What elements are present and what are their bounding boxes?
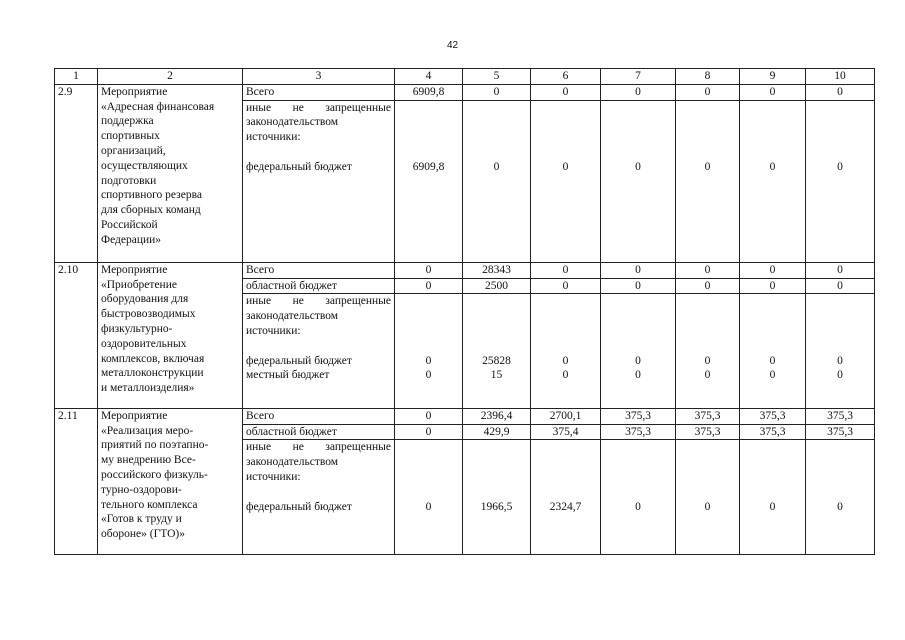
value-cell: 0: [463, 100, 531, 262]
header-cell: 1: [55, 69, 98, 85]
value-cell: 0: [531, 262, 601, 278]
title-line: комплексов, включая: [101, 352, 205, 365]
header-cell: 9: [740, 69, 806, 85]
source-total: Всего: [243, 84, 395, 100]
value-cell: 0: [740, 278, 806, 294]
value-cell: 0: [676, 440, 740, 554]
value-cell: 0: [463, 84, 531, 100]
measure-2-9: [55, 84, 875, 262]
value-cell: 0 0: [395, 294, 463, 408]
value-cell: 375,3: [676, 408, 740, 424]
title-line: Российской: [101, 218, 158, 231]
source-breakdown: [243, 294, 395, 408]
source-breakdown: [243, 440, 395, 554]
title-line: быстровозводимых: [101, 308, 196, 321]
title-line: поддержка: [101, 115, 154, 128]
header-cell: 8: [676, 69, 740, 85]
value-cell: 0 0: [676, 294, 740, 408]
title-line: турно-оздорови-: [101, 483, 182, 496]
value-cell: 0 0: [531, 294, 601, 408]
source-line: источники:: [246, 470, 301, 483]
title-line: «Приобретение: [101, 278, 177, 291]
title-line: «Адресная финансовая: [101, 100, 215, 113]
measure-2-10: [55, 262, 875, 408]
value-cell: 0: [676, 84, 740, 100]
source-line: источники:: [246, 324, 301, 337]
table-row: [55, 408, 875, 424]
source-line: законодательством: [246, 456, 339, 469]
value-cell: 0: [676, 262, 740, 278]
source-local: местный бюджет: [246, 369, 330, 382]
source-federal: федеральный бюджет: [246, 160, 352, 173]
title-line: Мероприятие: [101, 263, 168, 276]
title-line: подготовки: [101, 174, 157, 187]
source-line: источники:: [246, 131, 301, 144]
source-line: законодательством: [246, 116, 339, 129]
value-cell: 2500: [463, 278, 531, 294]
header-cell: 6: [531, 69, 601, 85]
value-cell: 0: [806, 262, 875, 278]
measure-title: [98, 84, 243, 262]
value-cell: 0: [740, 262, 806, 278]
header-cell: 4: [395, 69, 463, 85]
header-cell: 10: [806, 69, 875, 85]
value-cell: 0: [806, 100, 875, 262]
title-line: тельного комплекса: [101, 498, 198, 511]
value-cell: 6909,8: [395, 100, 463, 262]
value-cell: 375,3: [740, 424, 806, 440]
value-cell: 0: [740, 100, 806, 262]
value-cell: 0: [601, 84, 676, 100]
header-cell: 2: [98, 69, 243, 85]
value-cell: 0: [601, 278, 676, 294]
source-line: иные не запрещенные: [246, 295, 391, 308]
title-line: Мероприятие: [101, 409, 168, 422]
header-cell: 5: [463, 69, 531, 85]
value-cell: 375,3: [601, 408, 676, 424]
source-regional: областной бюджет: [243, 278, 395, 294]
value-cell: 6909,8: [395, 84, 463, 100]
source-federal: федеральный бюджет: [246, 500, 352, 513]
title-line: му внедрению Все-: [101, 454, 196, 467]
value-cell: 0: [806, 278, 875, 294]
source-federal: федеральный бюджет: [246, 354, 352, 367]
source-line: иные не запрещенные: [246, 101, 391, 114]
measure-code: 2.9: [55, 84, 98, 262]
value-cell: 0: [676, 278, 740, 294]
source-total: Всего: [243, 408, 395, 424]
title-line: оздоровительных: [101, 337, 187, 350]
title-line: физкультурно-: [101, 322, 173, 335]
value-cell: 375,3: [676, 424, 740, 440]
title-line: спортивных: [101, 130, 160, 143]
measure-code: 2.11: [55, 408, 98, 554]
value-cell: 0: [531, 84, 601, 100]
value-cell: 0 0: [601, 294, 676, 408]
value-cell: 375,3: [806, 424, 875, 440]
value-cell: 0: [395, 424, 463, 440]
value-cell: 0 0: [806, 294, 875, 408]
value-cell: 375,3: [806, 408, 875, 424]
title-line: осуществляющих: [101, 159, 188, 172]
header-cell: 3: [243, 69, 395, 85]
value-cell: 0: [676, 100, 740, 262]
measure-title: [98, 262, 243, 408]
title-line: «Реализация меро-: [101, 424, 194, 437]
value-cell: 375,3: [740, 408, 806, 424]
value-cell: 375,3: [601, 424, 676, 440]
title-line: Федерации»: [101, 233, 162, 246]
value-cell: 1966,5: [463, 440, 531, 554]
value-cell: 2396,4: [463, 408, 531, 424]
source-line: законодательством: [246, 310, 339, 323]
title-line: Мероприятие: [101, 85, 168, 98]
value-cell: 0: [395, 408, 463, 424]
source-regional: областной бюджет: [243, 424, 395, 440]
value-cell: 0: [601, 262, 676, 278]
value-cell: 0: [395, 440, 463, 554]
source-breakdown: [243, 100, 395, 262]
value-cell: 429,9: [463, 424, 531, 440]
table-header: [55, 69, 875, 85]
title-line: «Готов к труду и: [101, 513, 182, 526]
source-total: Всего: [243, 262, 395, 278]
value-cell: 0: [531, 278, 601, 294]
value-cell: 0 0: [740, 294, 806, 408]
page-number: 42: [446, 40, 459, 51]
title-line: организаций,: [101, 144, 166, 157]
value-cell: 0: [806, 84, 875, 100]
value-cell: 2700,1: [531, 408, 601, 424]
title-line: и металлоизделия»: [101, 382, 195, 395]
measure-title: [98, 408, 243, 554]
value-cell: 0: [740, 84, 806, 100]
value-cell: 0: [601, 440, 676, 554]
title-line: оборудования для: [101, 293, 189, 306]
title-line: обороне» (ГТО)»: [101, 528, 185, 541]
value-cell: 2324,7: [531, 440, 601, 554]
measure-code: 2.10: [55, 262, 98, 408]
budget-table: [54, 68, 875, 555]
value-cell: 375,4: [531, 424, 601, 440]
table-row: [55, 84, 875, 100]
value-cell: 28343: [463, 262, 531, 278]
value-cell: 0: [395, 278, 463, 294]
title-line: для сборных команд: [101, 204, 201, 217]
value-cell: 25828 15: [463, 294, 531, 408]
header-cell: 7: [601, 69, 676, 85]
value-cell: 0: [740, 440, 806, 554]
header-row: [55, 69, 875, 85]
table-row: [55, 262, 875, 278]
value-cell: 0: [806, 440, 875, 554]
value-cell: 0: [395, 262, 463, 278]
value-cell: 0: [531, 100, 601, 262]
title-line: металлоконструкции: [101, 367, 204, 380]
title-line: российского физкуль-: [101, 468, 208, 481]
source-line: иные не запрещенные: [246, 441, 391, 454]
value-cell: 0: [601, 100, 676, 262]
title-line: приятий по поэтапно-: [101, 439, 209, 452]
title-line: спортивного резерва: [101, 189, 202, 202]
measure-2-11: [55, 408, 875, 554]
